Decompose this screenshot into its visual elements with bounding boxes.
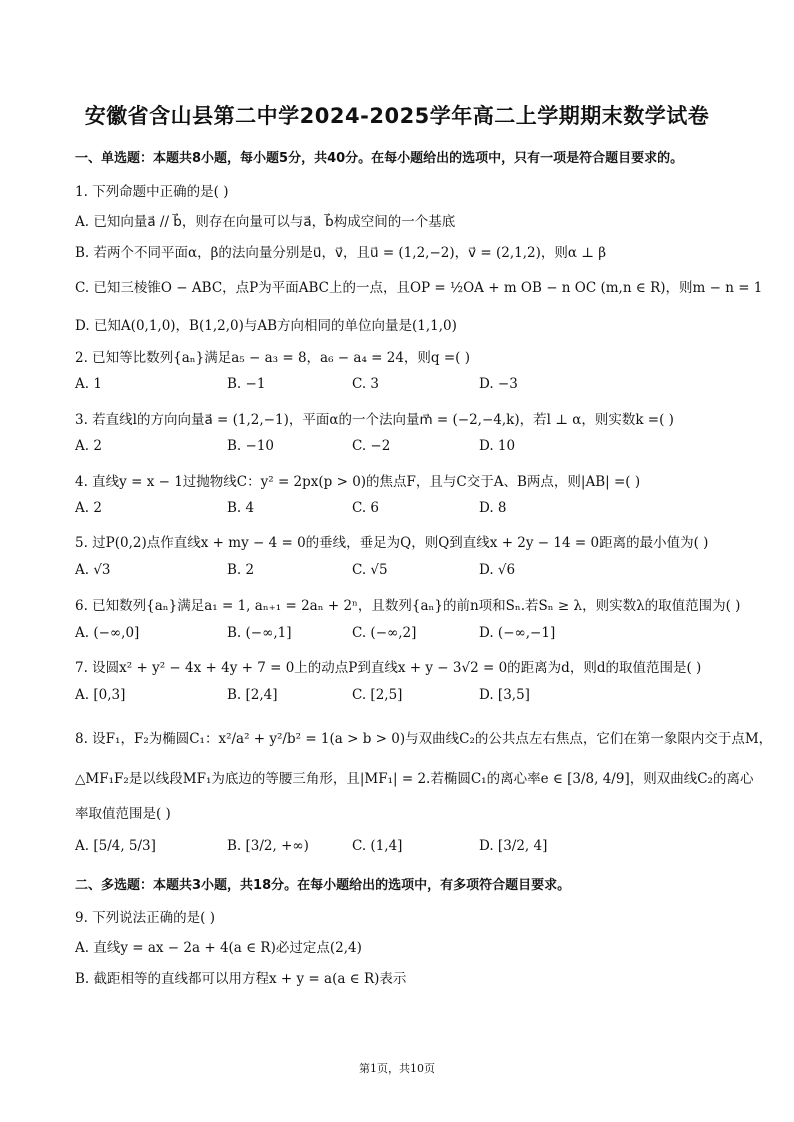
- q5-stem: 5. 过P(0,2)点作直线x + my − 4 = 0的垂线，垂足为Q，则Q到直线x + 2y − 14 = 0距离的最小值为( ): [75, 535, 709, 551]
- q8-option-b: B. [3/2, +∞): [227, 838, 309, 854]
- page-footer: 第1页，共10页: [359, 1062, 435, 1075]
- q1-option-a: A. 已知向量a⃗ // b⃗，则存在向量可以与a⃗，b⃗构成空间的一个基底: [75, 214, 456, 230]
- q8-line-3: 率取值范围是( ): [75, 806, 171, 822]
- page-title: 安徽省含山县第二中学2024-2025学年高二上学期期末数学试卷: [84, 104, 710, 128]
- q7-options: [75, 687, 715, 707]
- q9-option-b: B. 截距相等的直线都可以用方程x + y = a(a ∈ R)表示: [75, 971, 407, 987]
- q6-option-a: A. (−∞,0]: [75, 625, 140, 641]
- q8-option-a: A. [5/4, 5/3]: [75, 838, 156, 854]
- q6-options: [75, 625, 715, 645]
- q9-option-a: A. 直线y = ax − 2a + 4(a ∈ R)必过定点(2,4): [75, 940, 362, 956]
- q4-option-b: B. 4: [227, 500, 255, 516]
- q8-option-c: C. (1,4]: [352, 838, 403, 854]
- q7-stem: 7. 设圆x² + y² − 4x + 4y + 7 = 0上的动点P到直线x + y − 3√2 = 0的距离为d，则d的取值范围是( ): [75, 660, 702, 676]
- q5-option-b: B. 2: [227, 562, 255, 578]
- q7-option-d: D. [3,5]: [479, 687, 530, 703]
- q5-option-a: A. √3: [75, 562, 111, 578]
- q1-option-b: B. 若两个不同平面α，β的法向量分别是u⃗，v⃗，且u⃗ = (1,2,−2)，v⃗ = (2,1,2)，则α ⊥ β: [75, 245, 607, 261]
- q3-stem: 3. 若直线l的方向向量a⃗ = (1,2,−1)，平面α的一个法向量m⃗ = (−2,−4,k)，若l ⊥ α，则实数k =( ): [75, 412, 674, 428]
- q8-line-2: △MF₁F₂是以线段MF₁为底边的等腰三角形，且|MF₁| = 2.若椭圆C₁的离心率e ∈ [3/8, 4/9]，则双曲线C₂的离心: [75, 771, 754, 787]
- q5-options: [75, 562, 715, 582]
- q7-option-a: A. [0,3]: [75, 687, 126, 703]
- q4-option-c: C. 6: [352, 500, 380, 516]
- q4-option-a: A. 2: [75, 500, 102, 516]
- q2-option-c: C. 3: [352, 376, 380, 392]
- q4-stem: 4. 直线y = x − 1过抛物线C：y² = 2px(p > 0)的焦点F，且与C交于A、B两点，则|AB| =( ): [75, 474, 641, 490]
- q7-option-c: C. [2,5]: [352, 687, 403, 703]
- q6-stem: 6. 已知数列{aₙ}满足a₁ = 1, aₙ₊₁ = 2aₙ + 2ⁿ，且数列{aₙ}的前n项和Sₙ.若Sₙ ≥ λ，则实数λ的取值范围为( ): [75, 598, 741, 614]
- q3-options: [75, 438, 715, 458]
- q3-option-a: A. 2: [75, 438, 102, 454]
- q6-option-b: B. (−∞,1]: [227, 625, 292, 641]
- q1-stem: 1. 下列命题中正确的是( ): [75, 184, 229, 200]
- q3-option-d: D. 10: [479, 438, 516, 454]
- q8-line-1: 8. 设F₁，F₂为椭圆C₁：x²/a² + y²/b² = 1(a > b > 0)与双曲线C₂的公共点左右焦点，它们在第一象限内交于点M，: [75, 731, 773, 747]
- q8-option-d: D. [3/2, 4]: [479, 838, 548, 854]
- section-multiple-choice: 二、多选题：本题共3小题，共18分。在每小题给出的选项中，有多项符合题目要求。: [75, 878, 571, 893]
- q9-stem: 9. 下列说法正确的是( ): [75, 910, 215, 926]
- q2-stem: 2. 已知等比数列{aₙ}满足a₅ − a₃ = 8，a₆ − a₄ = 24，则q =( ): [75, 350, 470, 366]
- q3-option-b: B. −10: [227, 438, 274, 454]
- section-single-choice: 一、单选题：本题共8小题，每小题5分，共40分。在每小题给出的选项中，只有一项是符合题目要求的。: [75, 151, 684, 166]
- q5-option-c: C. √5: [352, 562, 388, 578]
- q6-option-d: D. (−∞,−1]: [479, 625, 556, 641]
- q8-options: [75, 838, 715, 858]
- q6-option-c: C. (−∞,2]: [352, 625, 417, 641]
- q2-option-d: D. −3: [479, 376, 518, 392]
- q4-option-d: D. 8: [479, 500, 507, 516]
- q2-options: [75, 376, 715, 396]
- q1-option-d: D. 已知A(0,1,0)，B(1,2,0)与AB方向相同的单位向量是(1,1,0): [75, 318, 457, 334]
- q1-option-c: C. 已知三棱锥O − ABC，点P为平面ABC上的一点，且OP = ½OA + m OB − n OC (m,n ∈ R)，则m − n = 1: [75, 280, 763, 296]
- q2-option-a: A. 1: [75, 376, 102, 392]
- q4-options: [75, 500, 715, 520]
- q7-option-b: B. [2,4]: [227, 687, 278, 703]
- q3-option-c: C. −2: [352, 438, 391, 454]
- q2-option-b: B. −1: [227, 376, 266, 392]
- q5-option-d: D. √6: [479, 562, 516, 578]
